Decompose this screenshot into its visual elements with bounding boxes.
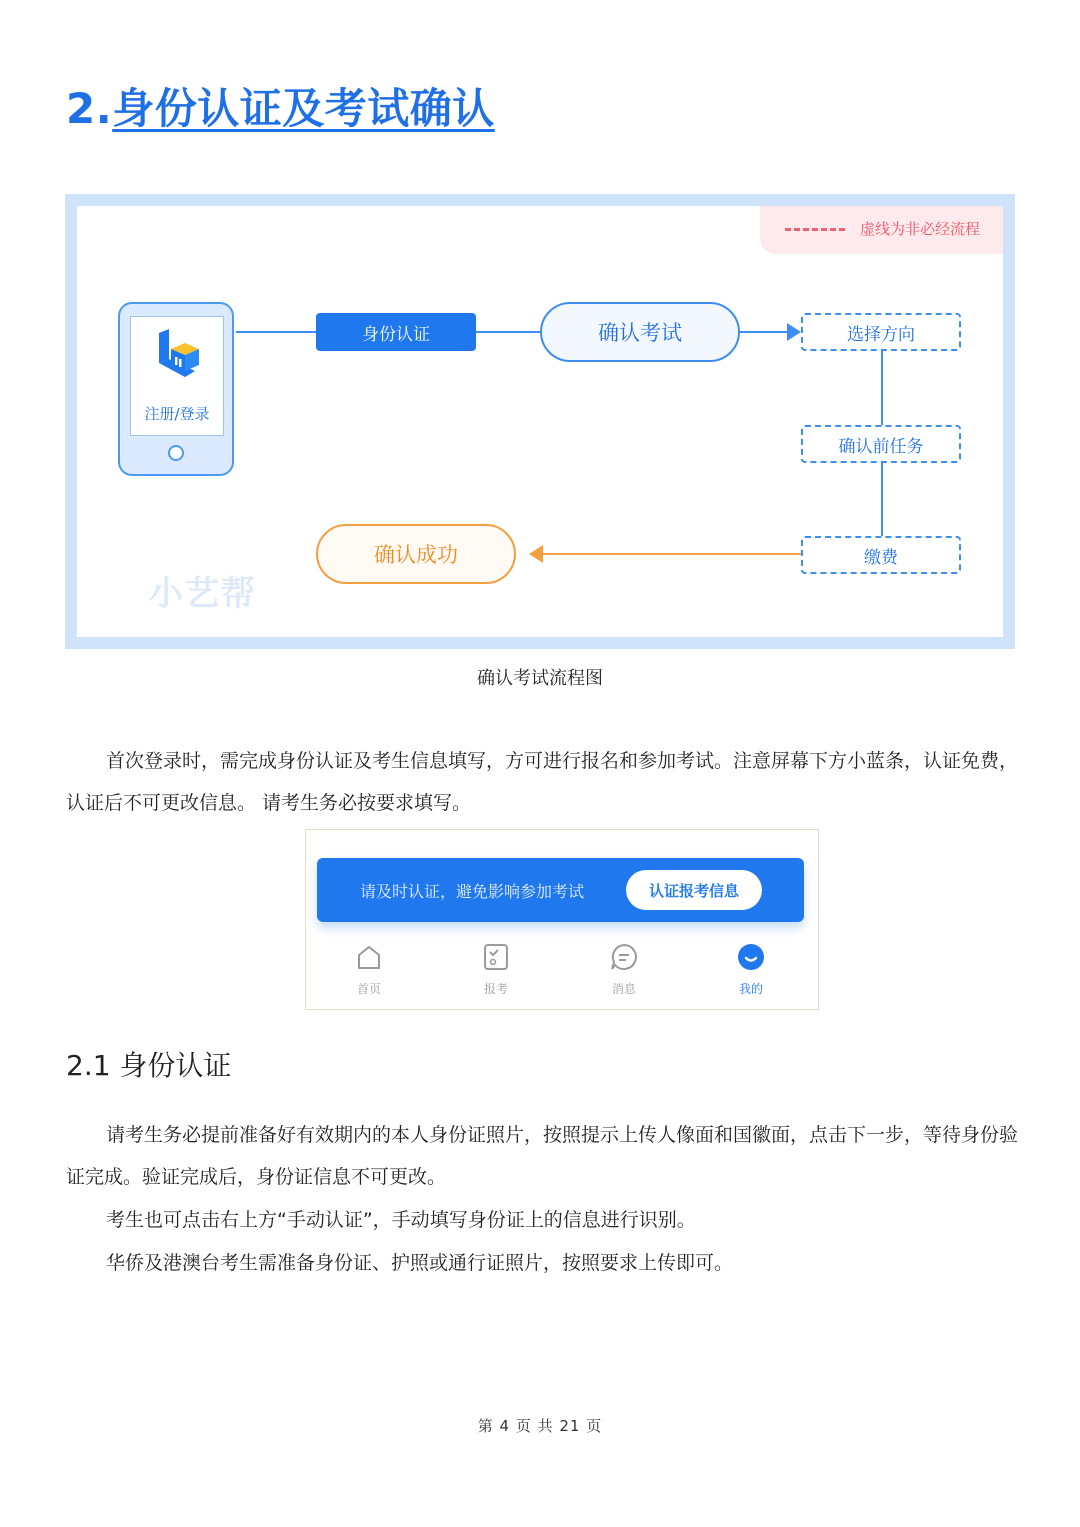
phone-screen <box>130 316 224 436</box>
connector-line <box>236 331 316 333</box>
figure-caption: 确认考试流程图 <box>477 668 603 689</box>
subheading-identity-verification: 2.1 身份认证 <box>66 1049 232 1082</box>
tab-label: 首页 <box>356 982 381 996</box>
arrow-left-icon <box>529 545 543 563</box>
watermark-text: 小艺帮 <box>149 574 257 614</box>
message-icon <box>609 942 639 972</box>
home-icon <box>354 942 384 972</box>
step-payment: 缴费 <box>801 536 961 574</box>
tab-register[interactable] <box>456 942 536 997</box>
step-identity-verification: 身份认证 <box>316 313 476 351</box>
flowchart-figure <box>65 194 1015 649</box>
body-paragraph: 华侨及港澳台考生需准备身份证、护照或通行证照片，按照要求上传即可。 <box>106 1252 734 1274</box>
phone-register-login-label: 注册/登录 <box>144 405 210 423</box>
banner-message: 请及时认证，避免影响参加考试 <box>360 882 585 901</box>
verification-banner <box>317 858 804 922</box>
page-number-footer: 第 4 页 共 21 页 <box>477 1417 603 1435</box>
flowchart-canvas <box>77 206 1003 637</box>
connector-line <box>476 331 540 333</box>
app-screenshot <box>305 829 819 1010</box>
tab-label: 报考 <box>483 982 508 996</box>
tab-messages[interactable] <box>584 942 664 997</box>
verify-info-button[interactable]: 认证报考信息 <box>626 870 762 910</box>
app-logo-icon <box>155 329 201 383</box>
arrow-right-icon <box>787 323 801 341</box>
phone-illustration <box>118 302 234 476</box>
body-paragraph: 考生也可点击右上方“手动认证”，手动填写身份证上的信息进行识别。 <box>106 1209 696 1231</box>
intro-paragraph: 首次登录时，需完成身份认证及考生信息填写，方可进行报名和参加考试。注意屏幕下方小蓝条，认证免费，认证后不可更改信息。 请考生务必按要求填写。 <box>66 750 1019 814</box>
legend-dashed-line <box>785 228 845 231</box>
flowchart-legend <box>760 206 1003 254</box>
tab-label: 消息 <box>611 982 636 996</box>
tab-home[interactable] <box>329 942 409 997</box>
connector-line <box>543 553 801 555</box>
step-confirm-exam: 确认考试 <box>540 302 740 362</box>
legend-label: 虚线为非必经流程 <box>860 220 981 238</box>
connector-line <box>740 331 790 333</box>
step-choose-direction: 选择方向 <box>801 313 961 351</box>
watermark-logo <box>99 566 257 615</box>
step-pre-confirm-tasks: 确认前任务 <box>801 425 961 463</box>
step-confirm-success: 确认成功 <box>316 524 516 584</box>
section-number: 2. <box>66 84 113 133</box>
register-icon <box>481 942 511 972</box>
profile-icon <box>736 942 766 972</box>
body-paragraph: 请考生务必提前准备好有效期内的本人身份证照片，按照提示上传人像面和国徽面，点击下一步，等待身份验证完成。验证完成后，身份证信息不可更改。 <box>66 1124 1019 1188</box>
connector-line <box>881 462 883 536</box>
phone-home-button <box>168 445 184 461</box>
tab-label: 我的 <box>738 982 763 996</box>
connector-line <box>881 351 883 425</box>
section-heading <box>66 76 495 136</box>
section-title: 身份认证及考试确认 <box>112 84 495 133</box>
tab-profile[interactable] <box>711 942 791 997</box>
